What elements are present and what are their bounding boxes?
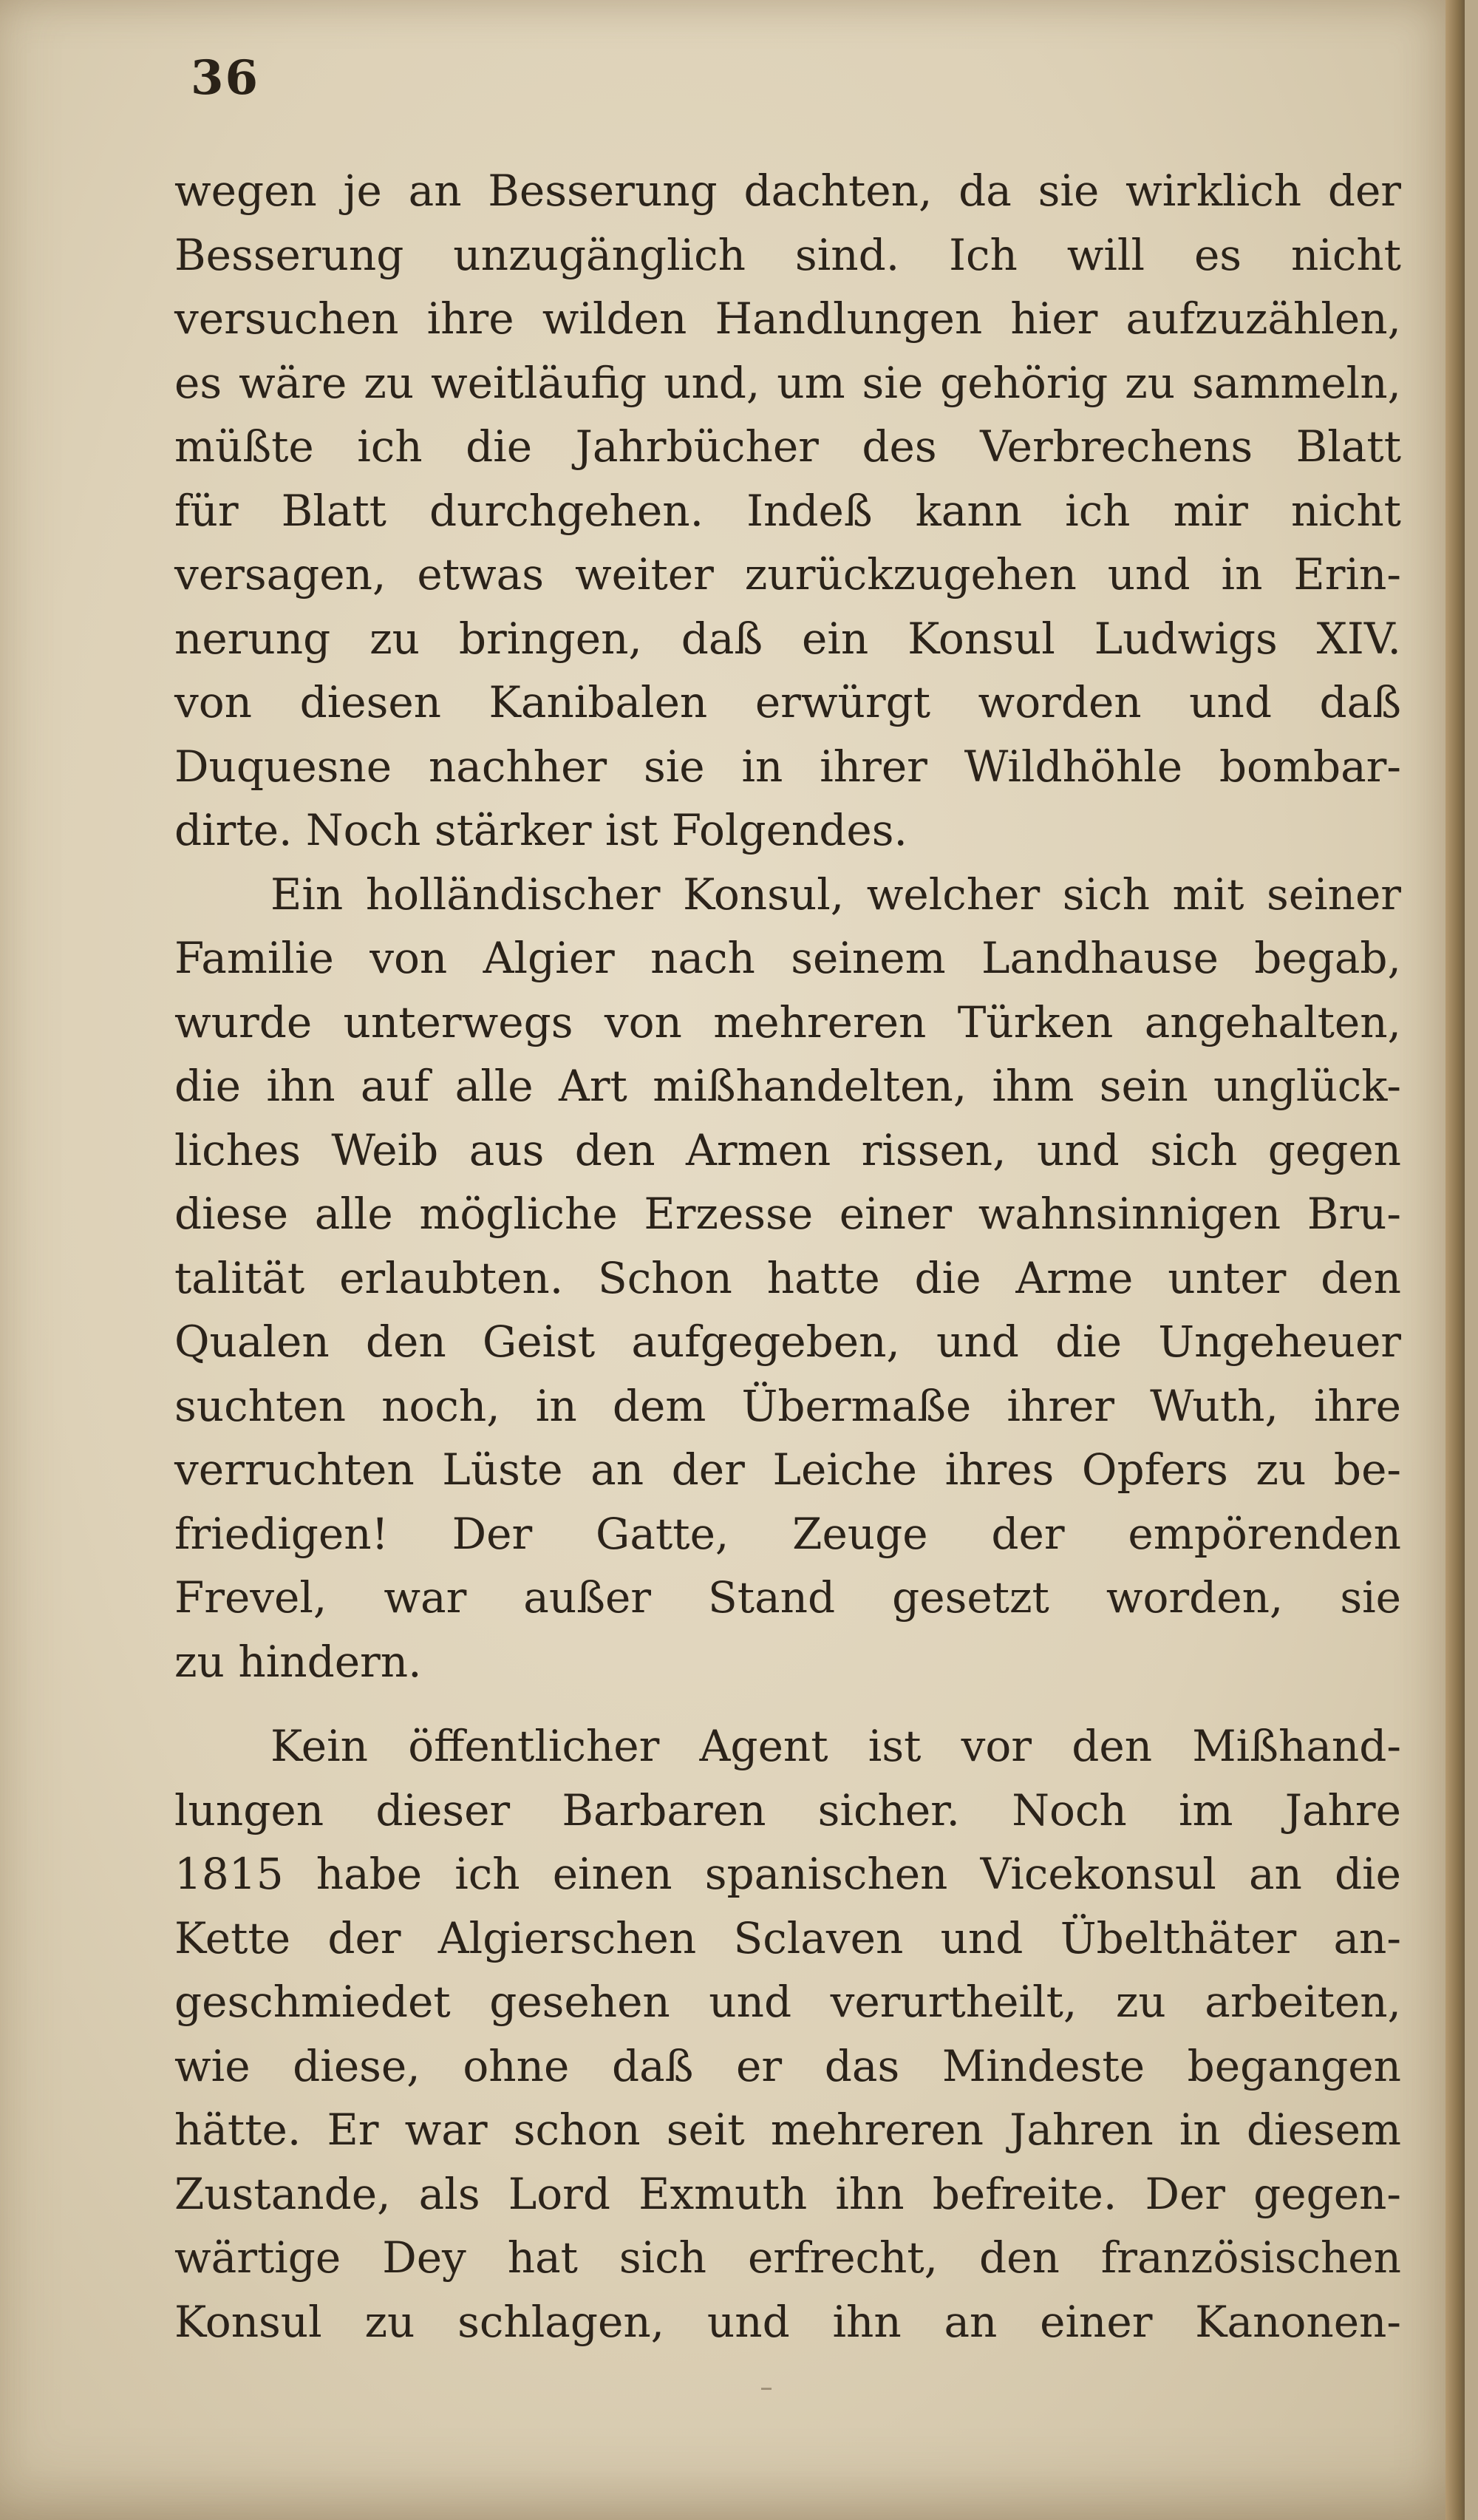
text-line: es wäre zu weitläufig und, um sie gehörig zu sammeln,: [174, 357, 1401, 408]
text-line: Familie von Algier nach seinem Landhause begab,: [174, 933, 1401, 983]
paragraph-gap: [174, 1694, 1401, 1714]
paragraph-3: [174, 1714, 1401, 2354]
text-line: wie diese, ohne daß er das Mindeste begangen: [174, 2040, 1401, 2091]
text-line: Kette der Algierschen Sclaven und Übelthäter an-: [174, 1912, 1401, 1963]
text-line: nerung zu bringen, daß ein Konsul Ludwigs XIV.: [174, 613, 1401, 664]
text-line: versagen, etwas weiter zurückzugehen und in Erin-: [174, 549, 1401, 600]
text-line: zu hindern.: [174, 1636, 422, 1687]
text-line: wegen je an Besserung dachten, da sie wirklich der: [174, 166, 1401, 216]
text-line: von diesen Kanibalen erwürgt worden und daß: [174, 677, 1401, 727]
text-line: Ein holländischer Konsul, welcher sich mit seiner: [270, 869, 1401, 920]
text-line: talität erlaubten. Schon hatte die Arme unter den: [174, 1252, 1401, 1303]
text-line: Frevel, war außer Stand gesetzt worden, sie: [174, 1572, 1401, 1623]
text-line: wärtige Dey hat sich erfrecht, den französischen: [174, 2232, 1401, 2283]
text-line: hätte. Er war schon seit mehreren Jahren in diesem: [174, 2105, 1401, 2155]
page-number: 36: [191, 50, 260, 106]
body-text: [174, 159, 1401, 2354]
text-line: Duquesne nachher sie in ihrer Wildhöhle bombar-: [174, 741, 1401, 792]
text-line: Besserung unzugänglich sind. Ich will es nicht: [174, 229, 1401, 280]
page-edge: [1445, 0, 1465, 2520]
text-line: suchten noch, in dem Übermaße ihrer Wuth, ihre: [174, 1380, 1401, 1431]
ink-mark: [761, 2388, 772, 2390]
text-line: geschmiedet gesehen und verurtheilt, zu arbeiten,: [174, 1977, 1401, 2027]
text-line: diese alle mögliche Erzesse einer wahnsinnigen Bru-: [174, 1189, 1401, 1239]
text-line: lungen dieser Barbaren sicher. Noch im Jahre: [174, 1784, 1401, 1835]
text-line: müßte ich die Jahrbücher des Verbrechens Blatt: [174, 421, 1401, 472]
text-line: friedigen! Der Gatte, Zeuge der empörenden: [174, 1508, 1401, 1559]
text-line: verruchten Lüste an der Leiche ihres Opfers zu be-: [174, 1444, 1401, 1495]
paragraph-2: [174, 863, 1401, 1694]
text-line: Kein öffentlicher Agent ist vor den Mißhand-: [270, 1721, 1401, 1771]
text-line: Zustande, als Lord Exmuth ihn befreite. Der gegen-: [174, 2168, 1401, 2219]
text-line: Konsul zu schlagen, und ihn an einer Kanonen-: [174, 2296, 1401, 2347]
text-line: wurde unterwegs von mehreren Türken angehalten,: [174, 996, 1401, 1047]
text-line: für Blatt durchgehen. Indeß kann ich mir nicht: [174, 485, 1401, 536]
text-line: Qualen den Geist aufgegeben, und die Ungeheuer: [174, 1317, 1401, 1367]
text-line: die ihn auf alle Art mißhandelten, ihm sein unglück-: [174, 1061, 1401, 1111]
text-line: versuchen ihre wilden Handlungen hier aufzuzählen,: [174, 293, 1401, 344]
paragraph-1: [174, 159, 1401, 863]
text-line: 1815 habe ich einen spanischen Vicekonsul an die: [174, 1849, 1401, 1899]
text-line: dirte. Noch stärker ist Folgendes.: [174, 805, 907, 855]
text-line: liches Weib aus den Armen rissen, und sich gegen: [174, 1124, 1401, 1175]
